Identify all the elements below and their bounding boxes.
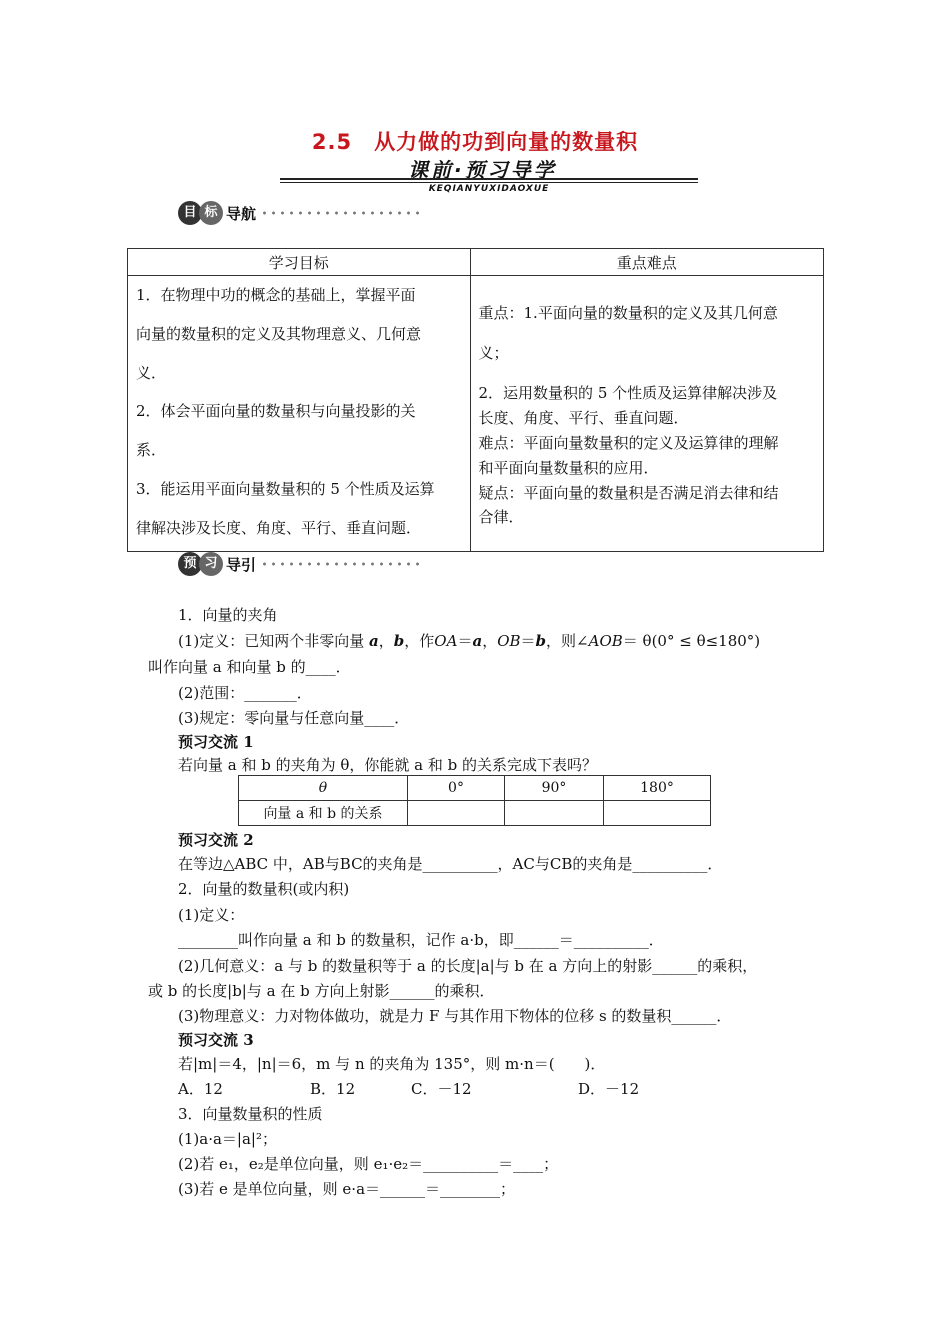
goal-line: 义．	[136, 364, 167, 382]
exercise-3-question: 若|m|＝4，|n|＝6，m 与 n 的夹角为 135°，则 m·n＝( )．	[178, 1055, 606, 1073]
dotted-rule	[260, 211, 420, 215]
key-point-line: 重点：1.平面向量的数量积的定义及其几何意	[478, 304, 778, 322]
banner-pinyin: KEQIANYUXIDAOXUE	[428, 184, 550, 194]
exercise-1-question: 若向量 a 和 b 的夹角为 θ，你能就 a 和 b 的关系完成下表吗？	[178, 756, 598, 774]
dot-product-definition-cont: ________叫作向量 a 和 b 的数量积，记作 a·b，即______＝__________．	[178, 931, 664, 949]
preview-heading	[178, 552, 420, 578]
physical-meaning: (3)物理意义：力对物体做功，就是力 F 与其作用下物体的位移 s 的数量积______．	[178, 1007, 732, 1025]
key-point-line: 2．运用数量积的 5 个性质及运算律解决涉及	[478, 384, 778, 402]
property-2: (2)若 e₁，e₂是单位向量，则 e₁·e₂＝__________＝____；	[178, 1155, 559, 1173]
page-title: 2.5 从力做的功到向量的数量积	[311, 130, 639, 154]
banner-rule	[280, 178, 698, 180]
exercise-3-title: 预习交流 3	[178, 1031, 254, 1049]
key-point-line: 合律．	[478, 508, 524, 526]
goal-line: 2．体会平面向量的数量积与向量投影的关	[136, 402, 416, 420]
relation-blank-cell[interactable]	[408, 801, 505, 826]
dotted-rule	[260, 562, 420, 566]
key-point-line: 长度、角度、平行、垂直问题．	[478, 409, 689, 427]
option-d[interactable]: D．－12	[578, 1080, 640, 1098]
goal-line: 3．能运用平面向量数量积的 5 个性质及运算	[136, 480, 435, 498]
property-3: (3)若 e 是单位向量，则 e·a＝______＝________；	[178, 1180, 516, 1198]
goal-line: 律解决涉及长度、角度、平行、垂直问题．	[136, 519, 422, 537]
angle-definition: (1)定义：已知两个非零向量 a，b，作OA＝a，OB＝b，则∠AOB＝ θ(0° ≤ θ≤180°)	[178, 632, 761, 650]
relation-header: 180°	[604, 776, 711, 801]
goal-line: 向量的数量积的定义及其物理意义、几何意	[136, 325, 422, 343]
property-1: (1)a·a＝|a|²；	[178, 1130, 277, 1148]
option-b[interactable]: B．12	[310, 1080, 356, 1098]
goal-line: 系．	[136, 441, 167, 459]
relation-blank-cell[interactable]	[505, 801, 604, 826]
exercise-2-question: 在等边△ABC 中，AB与BC的夹角是__________，AC与CB的夹角是__________．	[178, 855, 723, 873]
goals-header-right: 重点难点	[470, 249, 823, 276]
banner-text: 课前·预习导学	[408, 158, 557, 182]
option-c[interactable]: C．－12	[411, 1080, 472, 1098]
relation-table	[238, 775, 711, 826]
angle-rule: (3)规定：零向量与任意向量____．	[178, 709, 410, 727]
section-banner	[280, 152, 698, 192]
banner-rule-thin	[280, 182, 698, 183]
goals-left-cell	[128, 276, 471, 552]
heading-pill: 习	[199, 552, 223, 576]
heading-pill: 标	[199, 201, 223, 225]
relation-header: 0°	[408, 776, 505, 801]
option-a[interactable]: A．12	[178, 1080, 223, 1098]
key-point-line: 义；	[478, 344, 509, 362]
relation-row-label: 向量 a 和 b 的关系	[239, 801, 408, 826]
goals-table	[127, 248, 824, 552]
goals-header-left: 学习目标	[128, 249, 471, 276]
heading-word: 导引	[226, 555, 257, 574]
relation-blank-cell[interactable]	[604, 801, 711, 826]
key-point-line: 和平面向量数量积的应用．	[478, 459, 659, 477]
relation-header: 90°	[505, 776, 604, 801]
angle-definition-cont: 叫作向量 a 和向量 b 的____．	[148, 658, 351, 676]
geometric-meaning-cont: 或 b 的长度|b|与 a 在 b 方向上射影______的乘积．	[148, 982, 495, 1000]
key-point-line: 疑点：平面向量的数量积是否满足消去律和结	[478, 484, 779, 502]
section-1-title: 1．向量的夹角	[178, 606, 278, 624]
relation-header: θ	[239, 776, 408, 801]
goals-nav-heading	[178, 201, 420, 227]
heading-pill: 目	[178, 201, 202, 225]
goal-line: 1．在物理中功的概念的基础上，掌握平面	[136, 286, 416, 304]
geometric-meaning: (2)几何意义：a 与 b 的数量积等于 a 的长度|a|与 b 在 a 方向上的射影______的乘积，	[178, 957, 758, 975]
angle-range: (2)范围：_______．	[178, 684, 312, 702]
heading-pill: 预	[178, 552, 202, 576]
heading-word: 导航	[226, 204, 257, 223]
key-point-line: 难点：平面向量数量积的定义及运算律的理解	[478, 434, 779, 452]
section-2-title: 2．向量的数量积(或内积)	[178, 880, 350, 898]
exercise-2-title: 预习交流 2	[178, 831, 254, 849]
exercise-1-title: 预习交流 1	[178, 733, 254, 751]
dot-product-definition: (1)定义：	[178, 906, 245, 924]
section-3-title: 3．向量数量积的性质	[178, 1105, 323, 1123]
goals-right-cell	[470, 276, 823, 552]
